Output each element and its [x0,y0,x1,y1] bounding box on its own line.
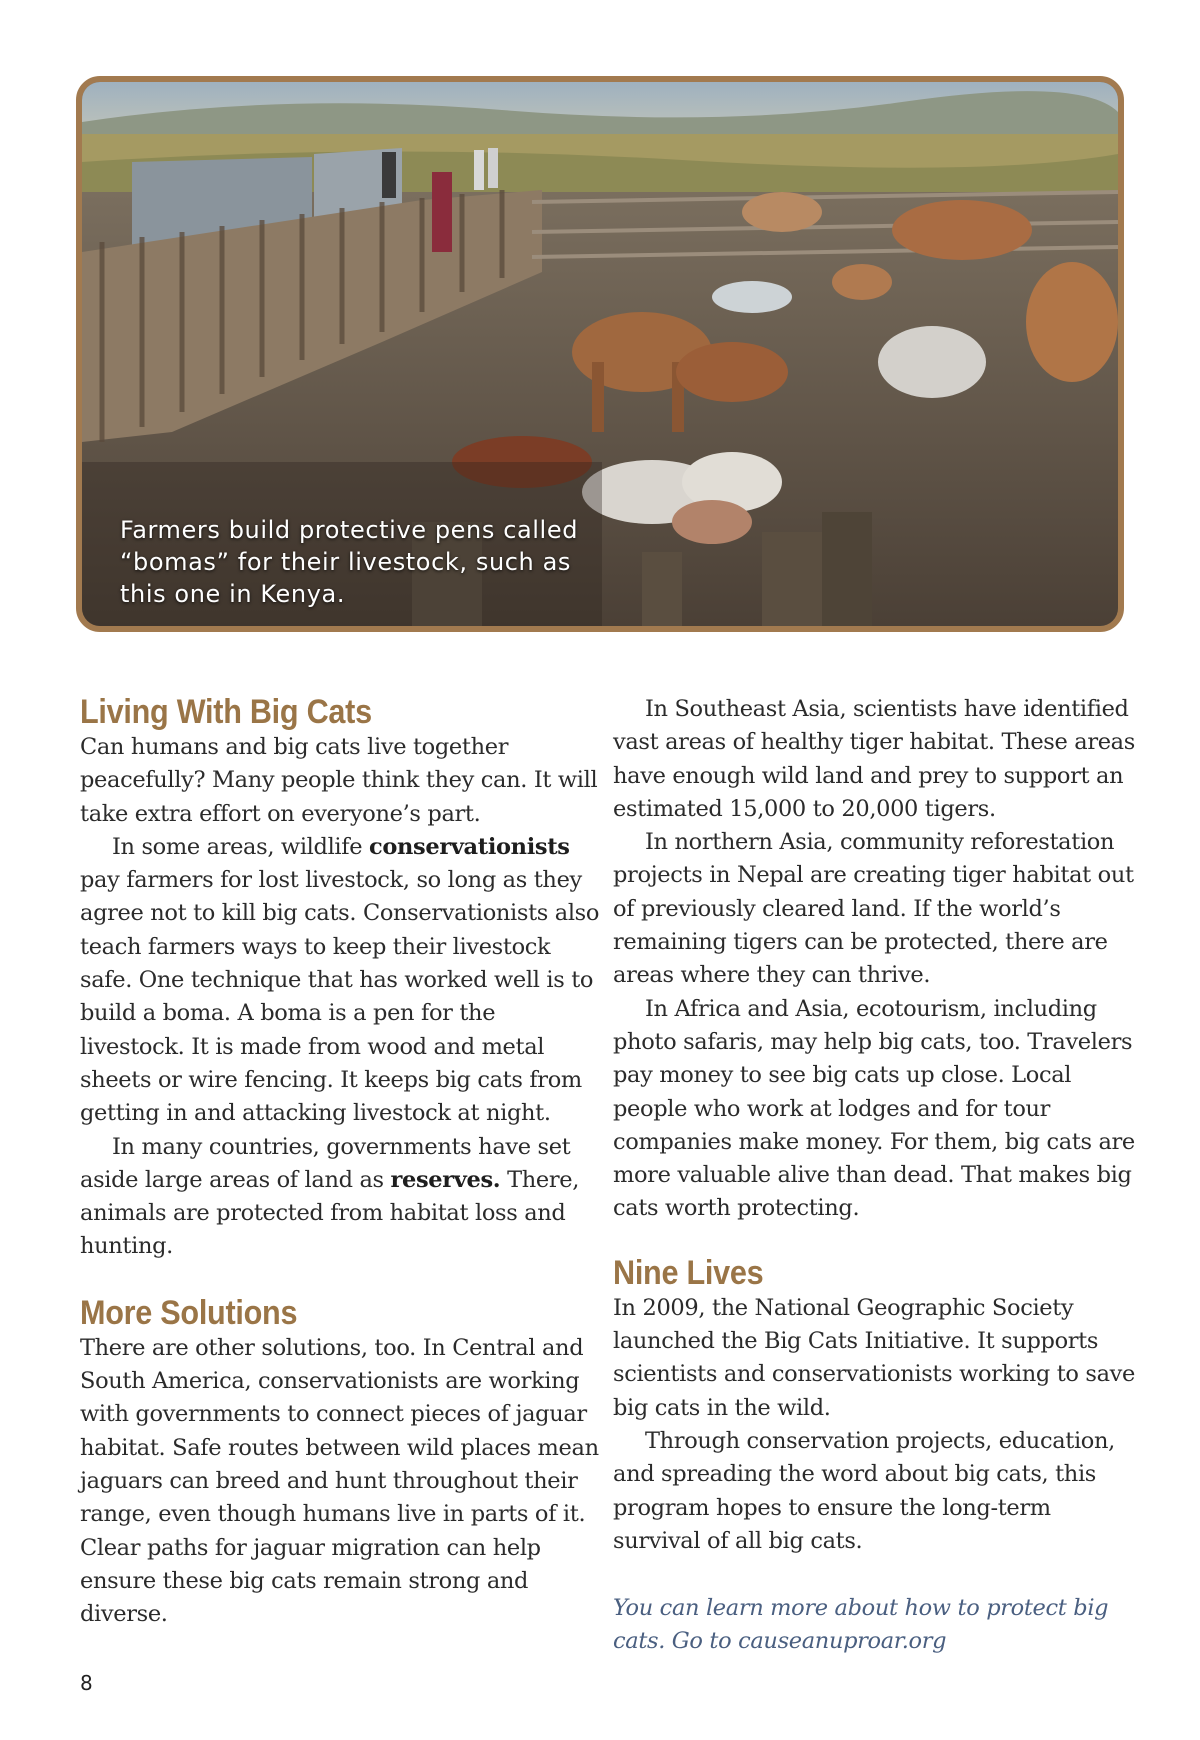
left-column [80,693,600,1631]
living-paragraph-2 [80,831,600,1131]
southeast-asia-paragraph: In Southeast Asia, scientists have identified vast areas of healthy tiger habitat. These areas have enough wild land and prey to support an estimated 15,000 to 20,000 tigers. [613,696,1135,822]
heading-more-solutions: More Solutions [80,1293,298,1332]
learn-more-note: You can learn more about how to protect big cats. Go to causeanuproar.org [613,1595,1109,1655]
living-with-big-cats-section [80,693,600,1264]
living-paragraph-3 [80,1131,600,1264]
page-number: 8 [80,1671,93,1695]
ecotourism-paragraph: In Africa and Asia, ecotourism, including photo safaris, may help big cats, too. Travelers pay money to see big cats up close. Local people who work at lodges and for tour companies make money. For them, big cats are more valuable alive than dead. That makes big cats worth protecting. [613,995,1135,1222]
nine-lives-paragraph-2: Through conservation projects, education, and spreading the word about big cats, this program hopes to ensure the long-term survival of all big cats. [613,1427,1115,1554]
boma-photo [76,76,1124,632]
living-p2-text-start: In some areas, wildlife [112,833,370,860]
more-solutions-section [80,1294,600,1632]
northern-asia-paragraph: In northern Asia, community reforestation projects in Nepal are creating tiger habitat out of previously cleared land. If the world’s remaining tigers can be protected, there are areas where they can thrive. [613,829,1134,989]
nine-lives-paragraph-1: In 2009, the National Geographic Society launched the Big Cats Initiative. It supports scientists and conservationists working to save big cats in the wild. [613,1294,1135,1421]
term-conservationists: conservationists [369,833,570,860]
heading-living-with-big-cats: Living With Big Cats [80,693,372,731]
nine-lives-section [613,1254,1143,1558]
term-reserves: reserves. [390,1166,501,1193]
heading-nine-lives: Nine Lives [613,1253,764,1292]
living-p3-text-end: There, animals are protected from habitat loss and hunting. [80,1166,580,1260]
more-solutions-paragraph: There are other solutions, too. In Central and South America, conservationists are working with governments to connect pieces of jaguar habitat. Safe routes between wild places mean jaguars can breed and hunt throughout their range, even though humans live in parts of it. Clear paths for jaguar migration can help ensure these big cats remain strong and diverse. [80,1334,599,1628]
living-p3-text-start: In many countries, governments have set aside large areas of land as [80,1133,571,1193]
right-column [613,693,1143,1658]
living-p2-text-end: pay farmers for lost livestock, so long as they agree not to kill big cats. Conservationists also teach farmers ways to keep their livestock safe. One technique that has worked well is to build a boma. A boma is a pen for the livestock. It is made from wood and metal sheets or wire fencing. It keeps big cats from getting in and attacking livestock at night. [80,867,600,1127]
living-paragraph-1: Can humans and big cats live together peacefully? Many people think they can. It will take extra effort on everyone’s part. [80,734,598,827]
photo-caption: Farmers build protective pens called “bomas” for their livestock, such as this one in Kenya. [120,516,579,608]
